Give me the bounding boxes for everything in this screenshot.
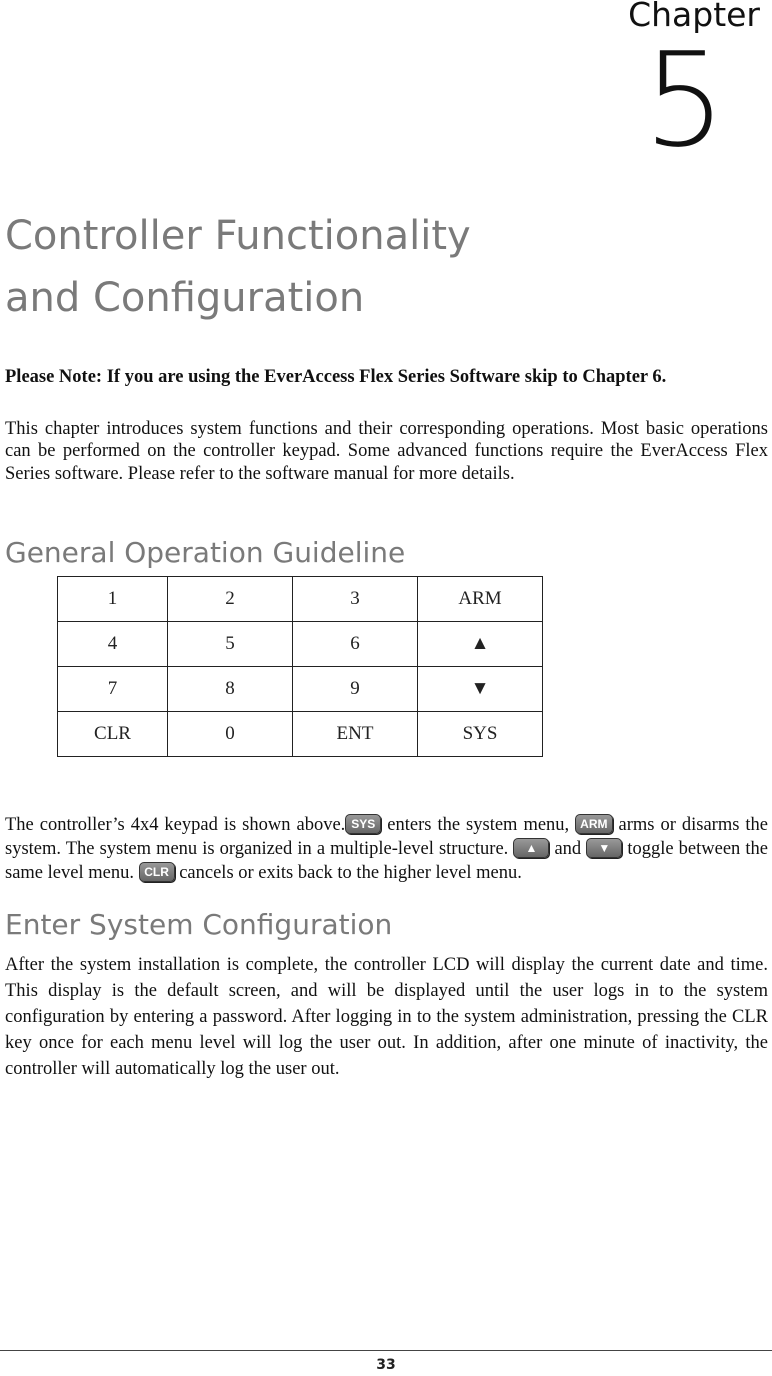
sys-key-icon: SYS xyxy=(345,814,381,834)
key-cell: 6 xyxy=(293,622,418,667)
text: enters the system menu, xyxy=(381,815,576,835)
key-cell: 7 xyxy=(58,667,168,712)
keypad-row xyxy=(58,667,543,712)
key-cell: CLR xyxy=(58,712,168,757)
keypad-row xyxy=(58,577,543,622)
arm-key-icon: ARM xyxy=(575,814,612,834)
key-cell: 4 xyxy=(58,622,168,667)
config-paragraph: After the system installation is complete, the controller LCD will display the current date and time. This display is the default screen, and will be displayed until the user logs in to the system configuration by entering a password. After logging in to the system administration, pressing the CLR key once for each menu level will log the user out. In addition, after one minute of inactivity, the controller will automatically log the user out. xyxy=(5,955,768,1079)
key-cell: 8 xyxy=(168,667,293,712)
text: cancels or exits back to the higher level menu. xyxy=(174,863,522,883)
title-line-1: Controller Functionality xyxy=(5,213,471,259)
key-cell: 0 xyxy=(168,712,293,757)
key-cell: SYS xyxy=(418,712,543,757)
keypad-paragraph xyxy=(5,813,768,885)
text: toggle between the same level menu. xyxy=(5,839,768,883)
chapter-number: 5 xyxy=(643,24,726,176)
key-cell: ▼ xyxy=(418,667,543,712)
key-cell: 2 xyxy=(168,577,293,622)
down-key-icon: ▼ xyxy=(586,838,622,858)
keypad-table xyxy=(57,576,543,757)
text: arms or disarms the system. The system menu is organized in a multiple-level structure. xyxy=(5,815,769,859)
keypad-row xyxy=(58,712,543,757)
page-number: 33 xyxy=(376,1357,396,1373)
clr-key-icon: CLR xyxy=(139,862,175,882)
up-key-icon: ▲ xyxy=(513,838,549,858)
chapter-label: Chapter xyxy=(628,0,760,34)
chapter-title xyxy=(5,205,768,329)
key-cell: ▲ xyxy=(418,622,543,667)
key-cell: 3 xyxy=(293,577,418,622)
text: and xyxy=(549,839,587,859)
section-heading-general-operation: General Operation Guideline xyxy=(5,536,406,569)
key-cell: ARM xyxy=(418,577,543,622)
note-paragraph: Please Note: If you are using the EverAccess Flex Series Software skip to Chapter 6. xyxy=(5,367,667,387)
intro-paragraph: This chapter introduces system functions and their corresponding operations. Most basic operations can be performed on the controller keypad. Some advanced functions require the EverAccess Flex Series software. Please refer to the software manual for more details. xyxy=(5,418,768,484)
main-content xyxy=(5,205,768,1082)
section-heading-enter-config: Enter System Configuration xyxy=(5,908,393,941)
text: The controller’s 4x4 keypad is shown above. xyxy=(5,815,346,835)
key-cell: 9 xyxy=(293,667,418,712)
key-cell: 5 xyxy=(168,622,293,667)
key-cell: 1 xyxy=(58,577,168,622)
footer-divider xyxy=(0,1350,772,1351)
title-line-2: and Configuration xyxy=(5,275,365,321)
key-cell: ENT xyxy=(293,712,418,757)
keypad-row xyxy=(58,622,543,667)
